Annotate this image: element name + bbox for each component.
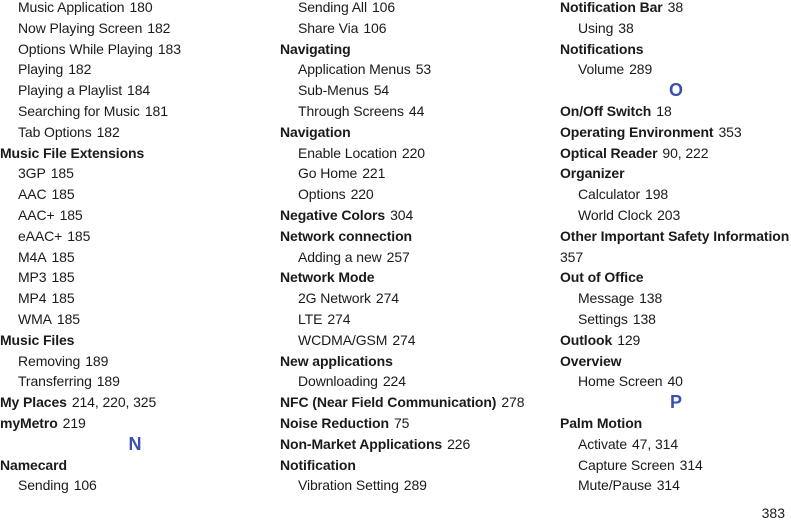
index-page-reference: 289 bbox=[403, 477, 427, 494]
index-term: 3GP bbox=[18, 165, 46, 182]
index-entry bbox=[560, 39, 791, 60]
index-subentry bbox=[0, 184, 270, 205]
index-term: Transferring bbox=[18, 373, 92, 390]
index-term: WMA bbox=[18, 310, 52, 327]
index-subentry bbox=[280, 163, 550, 184]
index-page-reference: 314 bbox=[679, 456, 703, 473]
index-subentry bbox=[0, 371, 270, 392]
index-page-reference: 357 bbox=[560, 248, 584, 265]
index-entry bbox=[0, 143, 270, 164]
index-page-reference: 220 bbox=[350, 186, 374, 203]
index-term: Adding a new bbox=[298, 248, 382, 265]
index-entry bbox=[0, 413, 270, 434]
index-subentry bbox=[0, 101, 270, 122]
index-term: Volume bbox=[578, 61, 625, 78]
index-term: Calculator bbox=[578, 186, 641, 203]
index-subentry bbox=[280, 18, 550, 39]
index-term: Palm Motion bbox=[560, 414, 643, 431]
page-number: 383 bbox=[761, 505, 785, 521]
index-page-reference: 53 bbox=[415, 61, 432, 78]
index-entry-continuation bbox=[560, 247, 791, 268]
index-page-reference: 185 bbox=[51, 269, 75, 286]
index-term: Mute/Pause bbox=[578, 477, 652, 494]
index-term: AAC bbox=[18, 186, 47, 203]
index-page-reference: 47, 314 bbox=[632, 435, 679, 452]
index-subentry bbox=[560, 434, 791, 455]
index-subentry bbox=[0, 18, 270, 39]
index-term: Notification bbox=[280, 456, 356, 473]
index-term: Optical Reader bbox=[560, 144, 658, 161]
index-term: Organizer bbox=[560, 165, 625, 182]
index-term: Notifications bbox=[560, 40, 644, 57]
index-entry bbox=[560, 122, 791, 143]
index-page-reference: 274 bbox=[327, 310, 351, 327]
index-subentry bbox=[280, 309, 550, 330]
index-page-reference: 198 bbox=[645, 186, 669, 203]
index-page-reference: 257 bbox=[386, 248, 410, 265]
index-term: Options bbox=[298, 186, 346, 203]
index-subentry bbox=[0, 288, 270, 309]
index-column-1 bbox=[0, 0, 270, 496]
index-page-reference: 185 bbox=[51, 186, 75, 203]
index-term: World Clock bbox=[578, 206, 653, 223]
index-page-reference: 129 bbox=[617, 331, 641, 348]
index-subentry bbox=[560, 18, 791, 39]
index-page-reference: 38 bbox=[618, 19, 634, 36]
index-page-reference: 219 bbox=[62, 414, 86, 431]
index-term: Tab Options bbox=[18, 123, 92, 140]
index-subentry bbox=[280, 80, 550, 101]
index-page-reference: 203 bbox=[657, 206, 681, 223]
index-term: Playing bbox=[18, 61, 64, 78]
index-term: Searching for Music bbox=[18, 102, 140, 119]
index-term: Share Via bbox=[298, 19, 359, 36]
index-term: Now Playing Screen bbox=[18, 19, 143, 36]
index-term: New applications bbox=[280, 352, 393, 369]
index-term: Application Menus bbox=[298, 61, 411, 78]
index-subentry bbox=[0, 163, 270, 184]
index-subentry bbox=[0, 351, 270, 372]
index-page-reference: 274 bbox=[375, 290, 399, 307]
index-page-reference: 180 bbox=[129, 0, 153, 15]
index-term: Operating Environment bbox=[560, 123, 714, 140]
index-term: Playing a Playlist bbox=[18, 82, 123, 99]
index-page-reference: 138 bbox=[632, 310, 656, 327]
index-term: Sending All bbox=[298, 0, 367, 15]
index-subentry bbox=[560, 475, 791, 496]
index-term: NFC (Near Field Communication) bbox=[280, 394, 497, 411]
index-term: Capture Screen bbox=[578, 456, 675, 473]
index-page-reference: 44 bbox=[408, 102, 425, 119]
index-term: Vibration Setting bbox=[298, 477, 399, 494]
index-term: Outlook bbox=[560, 331, 613, 348]
index-term: eAAC+ bbox=[18, 227, 63, 244]
index-subentry bbox=[0, 267, 270, 288]
index-entry bbox=[560, 163, 791, 184]
index-term: Activate bbox=[578, 435, 627, 452]
index-term: Enable Location bbox=[298, 144, 397, 161]
index-subentry bbox=[0, 0, 270, 18]
index-subentry bbox=[560, 184, 791, 205]
index-subentry bbox=[0, 122, 270, 143]
index-subentry bbox=[280, 143, 550, 164]
index-entry bbox=[0, 330, 270, 351]
index-page-reference: 224 bbox=[382, 373, 406, 390]
index-entry bbox=[280, 122, 550, 143]
section-letter-heading: P bbox=[669, 392, 682, 413]
index-page-reference: 185 bbox=[51, 248, 75, 265]
index-page-reference: 106 bbox=[371, 0, 396, 15]
index-entry bbox=[560, 143, 791, 164]
index-page-reference: 182 bbox=[96, 123, 120, 140]
index-term: Sending bbox=[18, 477, 69, 494]
index-term: Network Mode bbox=[280, 269, 375, 286]
index-page-reference: 289 bbox=[629, 61, 653, 78]
index-term: Noise Reduction bbox=[280, 414, 389, 431]
index-page-reference: 184 bbox=[127, 82, 151, 99]
index-subentry bbox=[560, 371, 791, 392]
index-entry bbox=[280, 455, 550, 476]
index-term: Notification Bar bbox=[560, 0, 663, 15]
index-term: MP4 bbox=[18, 290, 47, 307]
index-term: WCDMA/GSM bbox=[298, 331, 388, 348]
index-page-reference: 54 bbox=[373, 82, 390, 99]
index-entry bbox=[560, 351, 791, 372]
index-page-reference: 18 bbox=[656, 102, 672, 119]
index-entry bbox=[280, 205, 550, 226]
index-entry bbox=[560, 0, 791, 18]
index-term: myMetro bbox=[0, 414, 58, 431]
index-entry bbox=[0, 392, 270, 413]
index-term: Network connection bbox=[280, 227, 412, 244]
index-term: On/Off Switch bbox=[560, 102, 652, 119]
index-subentry bbox=[0, 309, 270, 330]
index-term: Music Application bbox=[18, 0, 125, 15]
index-term: MP3 bbox=[18, 269, 47, 286]
index-page-reference: 182 bbox=[68, 61, 92, 78]
index-page-reference: 106 bbox=[363, 19, 387, 36]
index-page-reference: 189 bbox=[96, 373, 120, 390]
index-page-reference: 304 bbox=[390, 206, 414, 223]
index-term: Navigation bbox=[280, 123, 351, 140]
index-page-reference: 274 bbox=[392, 331, 416, 348]
index-subentry bbox=[0, 80, 270, 101]
section-letter-heading: O bbox=[668, 80, 683, 101]
index-term: Overview bbox=[560, 352, 622, 369]
index-subentry bbox=[280, 184, 550, 205]
index-subentry bbox=[0, 475, 270, 496]
index-entry bbox=[0, 455, 270, 476]
index-term: Out of Office bbox=[560, 269, 644, 286]
index-term: Message bbox=[578, 290, 635, 307]
index-subentry bbox=[280, 288, 550, 309]
index-page-reference: 181 bbox=[144, 102, 168, 119]
index-entry bbox=[280, 226, 550, 247]
index-entry bbox=[560, 101, 791, 122]
index-page-reference: 189 bbox=[85, 352, 109, 369]
index-page-reference: 314 bbox=[656, 477, 680, 494]
index-subentry bbox=[280, 101, 550, 122]
index-page-reference: 182 bbox=[147, 19, 171, 36]
index-term: Other Important Safety Information bbox=[560, 227, 790, 244]
index-subentry bbox=[280, 330, 550, 351]
index-subentry bbox=[560, 309, 791, 330]
index-term: Settings bbox=[578, 310, 628, 327]
index-entry bbox=[560, 267, 791, 288]
index-entry bbox=[280, 351, 550, 372]
index-entry bbox=[560, 413, 791, 434]
index-column-3 bbox=[560, 0, 791, 496]
index-term: Options While Playing bbox=[18, 40, 153, 57]
index-term: Sub-Menus bbox=[298, 82, 369, 99]
index-page-reference: 221 bbox=[362, 165, 386, 182]
section-letter-heading: N bbox=[128, 433, 142, 454]
index-term: Removing bbox=[18, 352, 81, 369]
index-entry bbox=[280, 413, 550, 434]
index-entry bbox=[280, 39, 550, 60]
index-entry bbox=[280, 267, 550, 288]
index-page-reference: 185 bbox=[67, 227, 91, 244]
index-column-2 bbox=[280, 0, 550, 496]
index-page-reference: 278 bbox=[501, 394, 525, 411]
index-term: Music File Extensions bbox=[0, 144, 145, 161]
index-term: Using bbox=[578, 19, 614, 36]
index-term: Navigating bbox=[280, 40, 351, 57]
index-subentry bbox=[0, 247, 270, 268]
index-term: Home Screen bbox=[578, 373, 663, 390]
index-subentry bbox=[0, 226, 270, 247]
index-page-reference: 90, 222 bbox=[662, 144, 709, 161]
index-page-reference: 185 bbox=[56, 310, 80, 327]
index-term: Music Files bbox=[0, 331, 75, 348]
index-subentry bbox=[0, 59, 270, 80]
index-page-reference: 220 bbox=[401, 144, 425, 161]
index-page-reference: 185 bbox=[51, 290, 75, 307]
index-term: AAC+ bbox=[18, 206, 55, 223]
index-term: LTE bbox=[298, 310, 323, 327]
index-term: My Places bbox=[0, 394, 67, 411]
index-entry bbox=[280, 434, 550, 455]
index-page-reference: 40 bbox=[667, 373, 683, 390]
index-subentry bbox=[560, 59, 791, 80]
index-page-reference: 38 bbox=[667, 0, 684, 15]
index-term: Non-Market Applications bbox=[280, 435, 443, 452]
index-term: Go Home bbox=[298, 165, 358, 182]
index-page-reference: 183 bbox=[157, 40, 181, 57]
index-term: Namecard bbox=[0, 456, 67, 473]
index-term: M4A bbox=[18, 248, 47, 265]
index-subentry bbox=[280, 0, 550, 18]
index-entry bbox=[280, 392, 550, 413]
index-entry bbox=[560, 226, 791, 247]
index-subentry bbox=[280, 371, 550, 392]
index-term: Negative Colors bbox=[280, 206, 386, 223]
index-term: Through Screens bbox=[298, 102, 404, 119]
index-page-reference: 353 bbox=[718, 123, 742, 140]
index-subentry bbox=[0, 39, 270, 60]
index-page-reference: 185 bbox=[59, 206, 83, 223]
index-subentry bbox=[560, 455, 791, 476]
index-page-reference: 75 bbox=[393, 414, 410, 431]
index-page-reference: 226 bbox=[447, 435, 471, 452]
index-term: Downloading bbox=[298, 373, 378, 390]
index-page-reference: 185 bbox=[50, 165, 74, 182]
index-page-reference: 138 bbox=[639, 290, 663, 307]
index-subentry bbox=[560, 288, 791, 309]
index-term: 2G Network bbox=[298, 290, 371, 307]
index-subentry bbox=[560, 205, 791, 226]
index-page-reference: 106 bbox=[73, 477, 97, 494]
index-entry bbox=[560, 330, 791, 351]
index-subentry bbox=[280, 247, 550, 268]
index-subentry bbox=[280, 59, 550, 80]
index-page-reference: 214, 220, 325 bbox=[71, 394, 157, 411]
index-subentry bbox=[280, 475, 550, 496]
index-subentry bbox=[0, 205, 270, 226]
